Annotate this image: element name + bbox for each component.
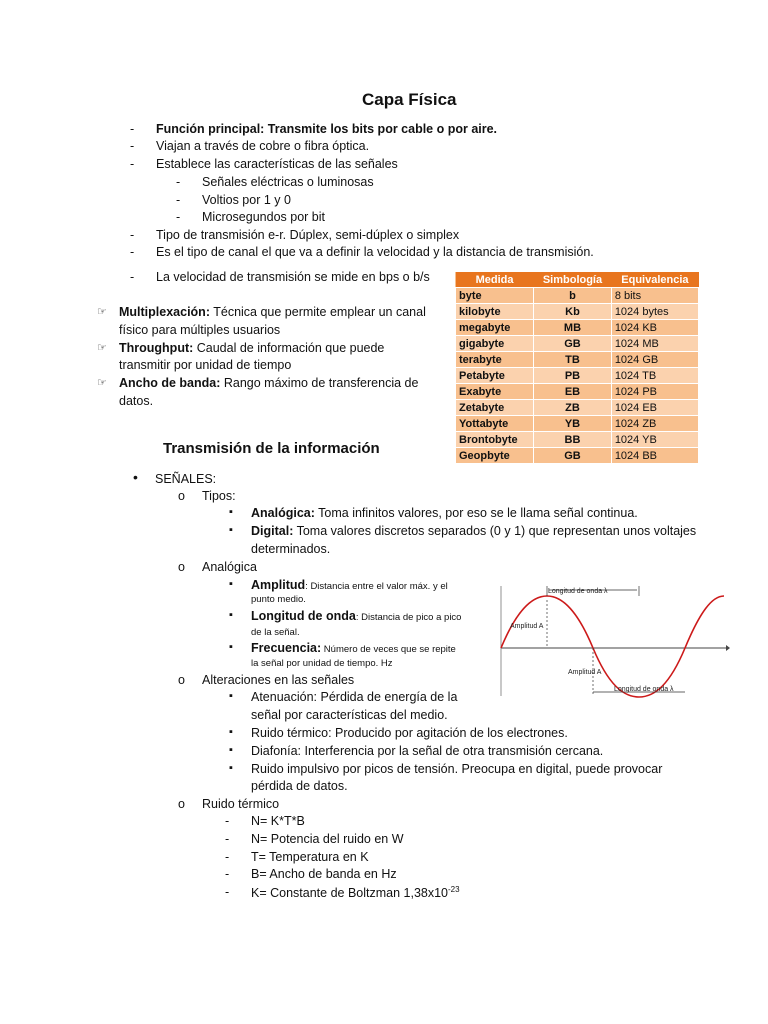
table-row [456,320,699,336]
alteracion-item-cont: pérdida de datos. [251,779,348,793]
table-cell: kilobyte [456,304,534,320]
column-header: Medida [456,272,534,288]
formula-item: - N= K*T*B [251,814,305,828]
alteraciones-heading: o Alteraciones en las señales [202,673,354,687]
formula-item: - N= Potencia del ruido en W [251,832,404,846]
formula-item: - K= Constante de Boltzman $1,38x10^{-23}$ [251,885,460,900]
definition-multiplexacion: ☞ Multiplexación: Técnica que permite emplear un canal [119,305,426,319]
analogica-heading: o Analógica [202,560,257,574]
table-cell: terabyte [456,352,534,368]
table-row [456,368,699,384]
definition-ancho-banda: ☞ Ancho de banda: Rango máximo de transferencia de [119,376,418,390]
table-cell: Kb [534,304,612,320]
definition-line: transmitir por unidad de tiempo [119,358,292,372]
alteracion-item-cont: señal por características del medio. [251,708,448,722]
formula-item: - T= Temperatura en K [251,850,369,864]
amplitud-definition-cont: punto medio. [251,594,306,605]
list-item: - Tipo de transmisión e-r. Dúplex, semi-dúplex o simplex [156,228,459,242]
column-header: Equivalencia [611,272,698,288]
table-cell: Petabyte [456,368,534,384]
table-cell: 1024 MB [611,336,698,352]
alteracion-item: ▪ Diafonía: Interferencia por la señal de otra transmisión cercana. [251,744,603,758]
table-cell: Brontobyte [456,432,534,448]
table-row [456,432,699,448]
table-row [456,336,699,352]
alteracion-item: ▪ Ruido impulsivo por picos de tensión. Preocupa en digital, puede provocar [251,762,662,776]
sub-item: - Microsegundos por bit [202,210,325,224]
table-row [456,400,699,416]
list-item: - Establece las características de las señales [156,157,398,171]
table-cell: YB [534,416,612,432]
definition-line: físico para múltiples usuarios [119,323,281,337]
table-cell: EB [534,384,612,400]
wave-label-amplitude: Amplitud A [510,623,544,630]
table-header-row [456,272,699,288]
wave-label-amplitude-2: Amplitud A [568,669,602,676]
table-row [456,384,699,400]
frecuencia-definition-cont: la señal por unidad de tiempo. Hz [251,658,393,669]
wave-label-top: Longitud de onda λ [548,588,608,595]
table-cell: 1024 TB [611,368,698,384]
digital-definition-cont: determinados. [251,542,331,556]
senales-heading: • SEÑALES: [155,472,216,486]
section-title: Transmisión de la información [163,440,380,457]
table-cell: 1024 YB [611,432,698,448]
table-row [456,304,699,320]
sine-wave-figure [486,582,730,698]
table-cell: MB [534,320,612,336]
units-table [455,272,699,464]
table-cell: 8 bits [611,288,698,304]
column-header: Simbología [534,272,612,288]
sub-item: - Voltios por 1 y 0 [202,193,291,207]
alteracion-item: ▪ Atenuación: Pérdida de energía de la [251,690,457,704]
table-cell: BB [534,432,612,448]
table-cell: 1024 KB [611,320,698,336]
digital-definition: ▪ Digital: Toma valores discretos separados (0 y 1) que representan unos voltajes [251,524,696,538]
table-cell: gigabyte [456,336,534,352]
table-row [456,448,699,464]
alteracion-item: ▪ Ruido térmico: Producido por agitación de los electrones. [251,726,568,740]
formula-item: - B= Ancho de banda en Hz [251,867,397,881]
table-cell: GB [534,448,612,464]
list-item: - La velocidad de transmisión se mide en bps o b/s [156,270,430,284]
table-cell: byte [456,288,534,304]
tipos-heading: o Tipos: [202,489,236,503]
table-cell: megabyte [456,320,534,336]
table-cell: 1024 PB [611,384,698,400]
table-cell: Zetabyte [456,400,534,416]
table-cell: 1024 bytes [611,304,698,320]
longitud-definition: ▪ Longitud de onda: Distancia de pico a pico [251,609,461,623]
page-title: Capa Física [362,90,457,109]
analogica-definition: ▪ Analógica: Toma infinitos valores, por eso se le llama señal continua. [251,506,638,520]
table-cell: 1024 GB [611,352,698,368]
table-row [456,352,699,368]
table-cell: TB [534,352,612,368]
table-cell: GB [534,336,612,352]
sine-curve [501,596,724,697]
table-row [456,288,699,304]
table-cell: PB [534,368,612,384]
definition-line: datos. [119,394,154,408]
table-cell: Exabyte [456,384,534,400]
amplitud-definition: ▪ Amplitud: Distancia entre el valor máx. y el [251,578,448,592]
frecuencia-definition: ▪ Frecuencia: Número de veces que se repite [251,641,456,655]
wave-label-bottom: Longitud de onda λ [614,686,674,693]
table-cell: Yottabyte [456,416,534,432]
ruido-heading: o Ruido térmico [202,797,279,811]
definition-throughput: ☞ Throughput: Caudal de información que puede [119,341,384,355]
table-cell: 1024 ZB [611,416,698,432]
list-item: - Función principal: Transmite los bits por cable o por aire. [156,122,497,136]
table-cell: ZB [534,400,612,416]
table-cell: 1024 BB [611,448,698,464]
table-cell: b [534,288,612,304]
table-cell: 1024 EB [611,400,698,416]
longitud-definition-cont: de la señal. [251,627,300,638]
list-item: - Viajan a través de cobre o fibra óptica. [156,139,369,153]
table-row [456,416,699,432]
list-item: - Es el tipo de canal el que va a definir la velocidad y la distancia de transmisión. [156,245,594,259]
table-cell: Geopbyte [456,448,534,464]
sub-item: - Señales eléctricas o luminosas [202,175,374,189]
